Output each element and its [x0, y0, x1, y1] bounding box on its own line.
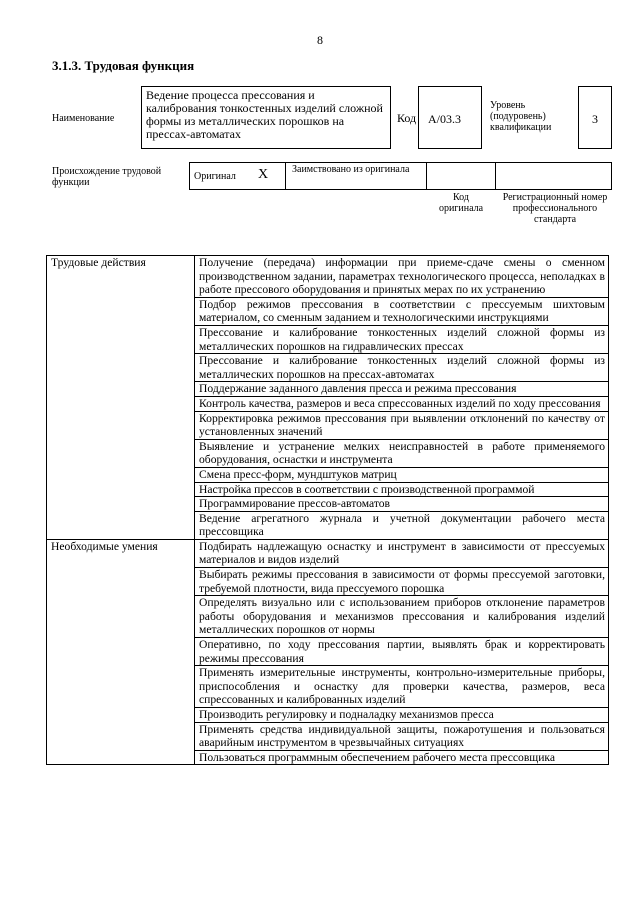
table-item-cell: Прессование и калибрование тонкостенных изделий сложной формы из металлических порошков на прессах-автоматах: [195, 354, 609, 382]
table-item-cell: Получение (передача) информации при приеме-сдаче смены о сменном производственном задании, параметрах технологического процесса, неполадках в работе прессового оборудования и принятых мерах по их устранению: [195, 256, 609, 298]
name-label: Наименование: [52, 113, 115, 124]
table-item-cell: Программирование прессов-автоматов: [195, 497, 609, 512]
table-item-cell: Производить регулировку и подналадку механизмов пресса: [195, 708, 609, 723]
reg-number-cell: [495, 162, 612, 190]
table-item-cell: Подбор режимов прессования в соответствии с прессуемым шихтовым материалом, со сменным заданием и технологическими инструкциями: [195, 297, 609, 325]
original-label: Оригинал: [194, 171, 236, 182]
table-item-cell: Подбирать надлежащую оснастку и инструмент в зависимости от прессуемых материалов и видов изделий: [195, 539, 609, 567]
code-original-cell: [426, 162, 496, 190]
table-row: [47, 539, 609, 567]
table-item-cell: Смена пресс-форм, мундштуков матриц: [195, 467, 609, 482]
table-item-cell: Применять измерительные инструменты, контрольно-измерительные приборы, приспособления и оснастку для проверки качества, размеров, веса спрессованных и калиброванных изделий: [195, 666, 609, 708]
table-item-cell: Контроль качества, размеров и веса спрессованных изделий по ходу прессования: [195, 396, 609, 411]
table-item-cell: Пользоваться программным обеспечением рабочего места прессовщика: [195, 750, 609, 765]
level-value: 3: [592, 112, 598, 126]
code-label: Код: [397, 111, 417, 125]
table-item-cell: Поддержание заданного давления пресса и режима прессования: [195, 382, 609, 397]
table-item-cell: Выбирать режимы прессования в зависимости от формы прессуемой заготовки, требуемой плотности, вида прессуемого порошка: [195, 568, 609, 596]
origin-label: Происхождение трудовой функции: [52, 166, 162, 188]
labor-function-table: [46, 255, 609, 765]
reg-number-label: Регистрационный номер профессионального стандарта: [502, 192, 608, 225]
code-value: A/03.3: [428, 112, 461, 126]
level-label: Уровень (подуровень) квалификации: [490, 100, 552, 133]
table-item-cell: Настройка прессов в соответствии с производственной программой: [195, 482, 609, 497]
table-item-cell: Корректировка режимов прессования при выявлении отклонений по качеству от установленных значений: [195, 411, 609, 439]
original-mark: X: [258, 167, 269, 182]
level-box: [578, 86, 612, 149]
table-row: [47, 256, 609, 298]
table-item-cell: Оперативно, по ходу прессования партии, выявлять брак и корректировать режимы прессования: [195, 638, 609, 666]
table-item-cell: Прессование и калибрование тонкостенных изделий сложной формы из металлических порошков на гидравлических прессах: [195, 325, 609, 353]
function-name-value: Ведение процесса прессования и калибрования тонкостенных изделий сложной формы из металлических порошков на прессах-автоматах: [146, 88, 383, 141]
code-box: [418, 86, 482, 149]
table-item-cell: Выявление и устранение мелких неисправностей в работе применяемого оборудования, оснастки и инструмента: [195, 439, 609, 467]
page-number: 8: [317, 33, 323, 47]
function-name-box: [141, 86, 391, 149]
section-title-cell: Необходимые умения: [47, 539, 195, 765]
section-title: 3.1.3. Трудовая функция: [52, 58, 195, 73]
table-item-cell: Ведение агрегатного журнала и учетной документации рабочего места прессовщика: [195, 511, 609, 539]
table-item-cell: Применять средства индивидуальной защиты, пожаротушения и пользоваться аварийным инструментом в чрезвычайных ситуациях: [195, 722, 609, 750]
section-title-cell: Трудовые действия: [47, 256, 195, 540]
code-original-label: Код оригинала: [438, 192, 484, 214]
table-item-cell: Определять визуально или с использованием приборов отклонение параметров работы оборудования и механизмов прессования и калибрования изделий металлических порошков от нормы: [195, 596, 609, 638]
borrowed-label: Заимствовано из оригинала: [292, 164, 410, 175]
